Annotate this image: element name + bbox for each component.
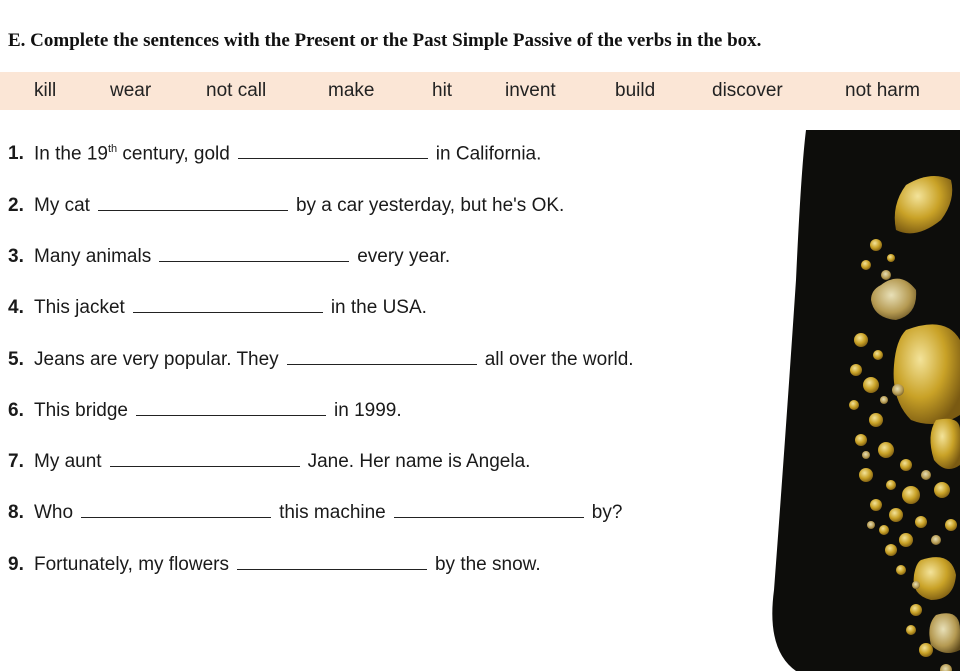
answer-blank[interactable] xyxy=(133,297,323,313)
sentence-text: in California. xyxy=(435,143,542,165)
word-build: build xyxy=(615,80,656,101)
sentence-text: this machine xyxy=(279,502,386,523)
answer-blank[interactable] xyxy=(98,195,288,211)
sentence-text: In the 19 xyxy=(34,143,108,165)
word-discover: discover xyxy=(712,80,783,101)
sentence-text: by a car yesterday, but he's OK. xyxy=(295,195,565,216)
word-box xyxy=(0,72,960,110)
answer-blank[interactable] xyxy=(159,246,349,262)
sentence-text: by? xyxy=(591,502,623,523)
sentence-number: 8. xyxy=(8,502,24,523)
answer-blank[interactable] xyxy=(287,349,477,365)
sentence-1 xyxy=(8,143,541,165)
word-not-call: not call xyxy=(206,80,267,101)
sentence-number: 5. xyxy=(8,349,24,370)
sentence-number: 2. xyxy=(8,195,24,216)
answer-blank[interactable] xyxy=(136,400,326,416)
sentence-number: 1. xyxy=(8,143,24,165)
sentence-text: by the snow. xyxy=(434,554,541,575)
answer-blank-2[interactable] xyxy=(394,502,584,518)
sentence-4 xyxy=(8,297,427,319)
sentence-2 xyxy=(8,195,564,217)
word-wear: wear xyxy=(110,80,152,101)
sentence-9 xyxy=(8,554,541,576)
sentence-number: 7. xyxy=(8,451,24,472)
sentence-text: Who xyxy=(34,502,74,523)
sentence-text: Fortunately, my flowers xyxy=(34,554,229,575)
sentence-text: My aunt xyxy=(34,451,102,472)
sentence-text: in the USA. xyxy=(330,297,427,318)
exercise-title: E. Complete the sentences with the Present or the Past Simple Passive of the verbs in the box. xyxy=(8,30,762,51)
sentence-text: This jacket xyxy=(34,297,125,318)
answer-blank-1[interactable] xyxy=(81,502,271,518)
sentence-number: 6. xyxy=(8,400,24,421)
sentence-6 xyxy=(8,400,402,422)
answer-blank[interactable] xyxy=(238,143,428,159)
sentence-3 xyxy=(8,246,450,268)
word-invent: invent xyxy=(505,80,556,101)
ordinal-suffix: th xyxy=(107,143,118,155)
sentence-text: all over the world. xyxy=(484,349,634,370)
sentence-number: 4. xyxy=(8,297,24,318)
sentence-text: century, gold xyxy=(117,143,230,165)
gold-nuggets-photo xyxy=(766,130,960,671)
sentence-text: every year. xyxy=(357,246,451,267)
word-make: make xyxy=(328,80,375,101)
sentence-number: 3. xyxy=(8,246,24,267)
word-hit: hit xyxy=(432,80,453,101)
word-kill: kill xyxy=(34,80,57,101)
sentence-8 xyxy=(8,502,622,524)
sentence-number: 9. xyxy=(8,554,24,575)
sentence-7 xyxy=(8,451,530,473)
sentence-text: My cat xyxy=(34,195,90,216)
sentence-text: Many animals xyxy=(34,246,152,267)
sentence-text: Jane. Her name is Angela. xyxy=(307,451,531,472)
sentence-text: Jeans are very popular. They xyxy=(34,349,279,370)
answer-blank[interactable] xyxy=(110,451,300,467)
sentence-text: in 1999. xyxy=(334,400,402,421)
sentence-5 xyxy=(8,349,634,371)
answer-blank[interactable] xyxy=(237,554,427,570)
word-not-harm: not harm xyxy=(845,80,920,101)
sentence-text: This bridge xyxy=(34,400,128,421)
